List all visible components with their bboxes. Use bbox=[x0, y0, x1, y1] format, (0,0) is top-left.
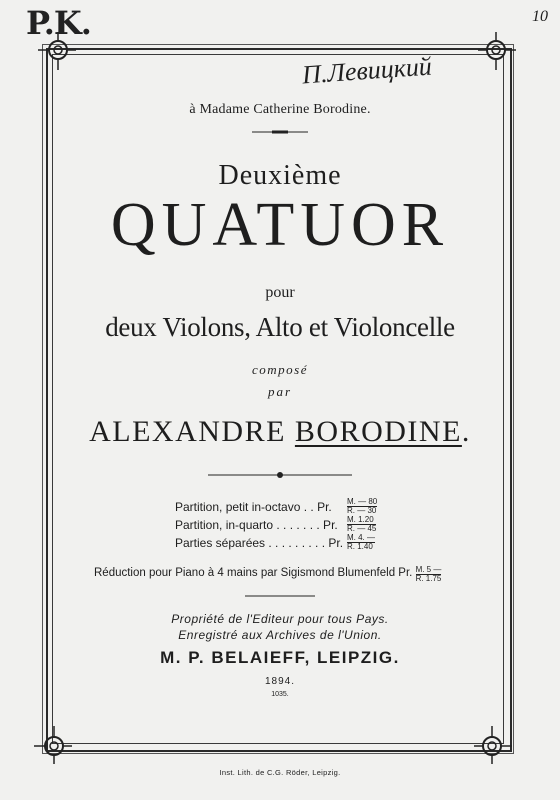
price-value bbox=[347, 498, 377, 515]
price-label: Partition, in-quarto . . . . . . . Pr. bbox=[175, 518, 338, 532]
instrumentation: deux Violons, Alto et Violoncelle bbox=[105, 312, 455, 342]
property-notice: Propriété de l'Editeur pour tous Pays. bbox=[171, 612, 389, 626]
handwritten-page-number: 10 bbox=[532, 8, 548, 25]
reduction-rubles: R. 1.75 bbox=[415, 574, 442, 583]
composer-last-name: BORODINE bbox=[294, 415, 462, 448]
divider-ornament bbox=[206, 470, 354, 480]
corner-ornament-bottom-left bbox=[32, 726, 72, 766]
handwritten-signature: П.Левицкий bbox=[301, 51, 433, 90]
dedication: à Madame Catherine Borodine. bbox=[189, 102, 371, 117]
composer-period: . bbox=[461, 415, 471, 448]
reduction-marks: M. 5 — bbox=[415, 565, 442, 574]
price-rubles: R. 1.40 bbox=[347, 542, 373, 551]
price-marks: M. 1.20 bbox=[347, 516, 376, 525]
price-row bbox=[175, 533, 435, 552]
reduction-price bbox=[416, 566, 442, 583]
par-label: par bbox=[267, 384, 293, 399]
price-rubles: R. — 45 bbox=[347, 524, 377, 533]
publication-year: 1894. bbox=[264, 676, 296, 687]
reduction-label: Réduction pour Piano à 4 mains par Sigismond Blumenfeld Pr. bbox=[94, 567, 413, 579]
rule-ornament bbox=[250, 128, 310, 136]
price-value bbox=[347, 534, 375, 551]
printer-credit: Inst. Lith. de C.G. Röder, Leipzig. bbox=[219, 768, 341, 777]
price-marks: M. — 80 bbox=[347, 497, 378, 506]
price-rubles: R. — 30 bbox=[347, 506, 377, 515]
price-value bbox=[347, 516, 376, 533]
price-marks: M. 4. — bbox=[347, 533, 376, 542]
registration-notice: Enregistré aux Archives de l'Union. bbox=[178, 628, 382, 642]
rule-line bbox=[245, 594, 315, 598]
handwritten-mark: P.K. bbox=[26, 4, 91, 42]
reduction-line bbox=[94, 566, 441, 583]
work-ordinal: Deuxième bbox=[218, 160, 342, 191]
publisher-name: M. P. BELAIEFF, LEIPZIG. bbox=[160, 648, 400, 667]
price-label: Parties séparées . . . . . . . . . Pr. bbox=[175, 536, 344, 550]
plate-number: 1035. bbox=[271, 691, 289, 698]
pour-label: pour bbox=[265, 284, 295, 301]
composer-name bbox=[0, 415, 560, 449]
compose-label: composé bbox=[252, 362, 308, 377]
price-row bbox=[175, 497, 435, 516]
corner-ornament-top-right bbox=[478, 30, 518, 70]
price-label: Partition, petit in-octavo . . Pr. bbox=[175, 500, 332, 514]
work-title: QUATUOR bbox=[110, 191, 450, 259]
corner-ornament-bottom-right bbox=[474, 726, 514, 766]
composer-first-name: ALEXANDRE bbox=[89, 415, 286, 448]
price-row bbox=[175, 515, 435, 534]
